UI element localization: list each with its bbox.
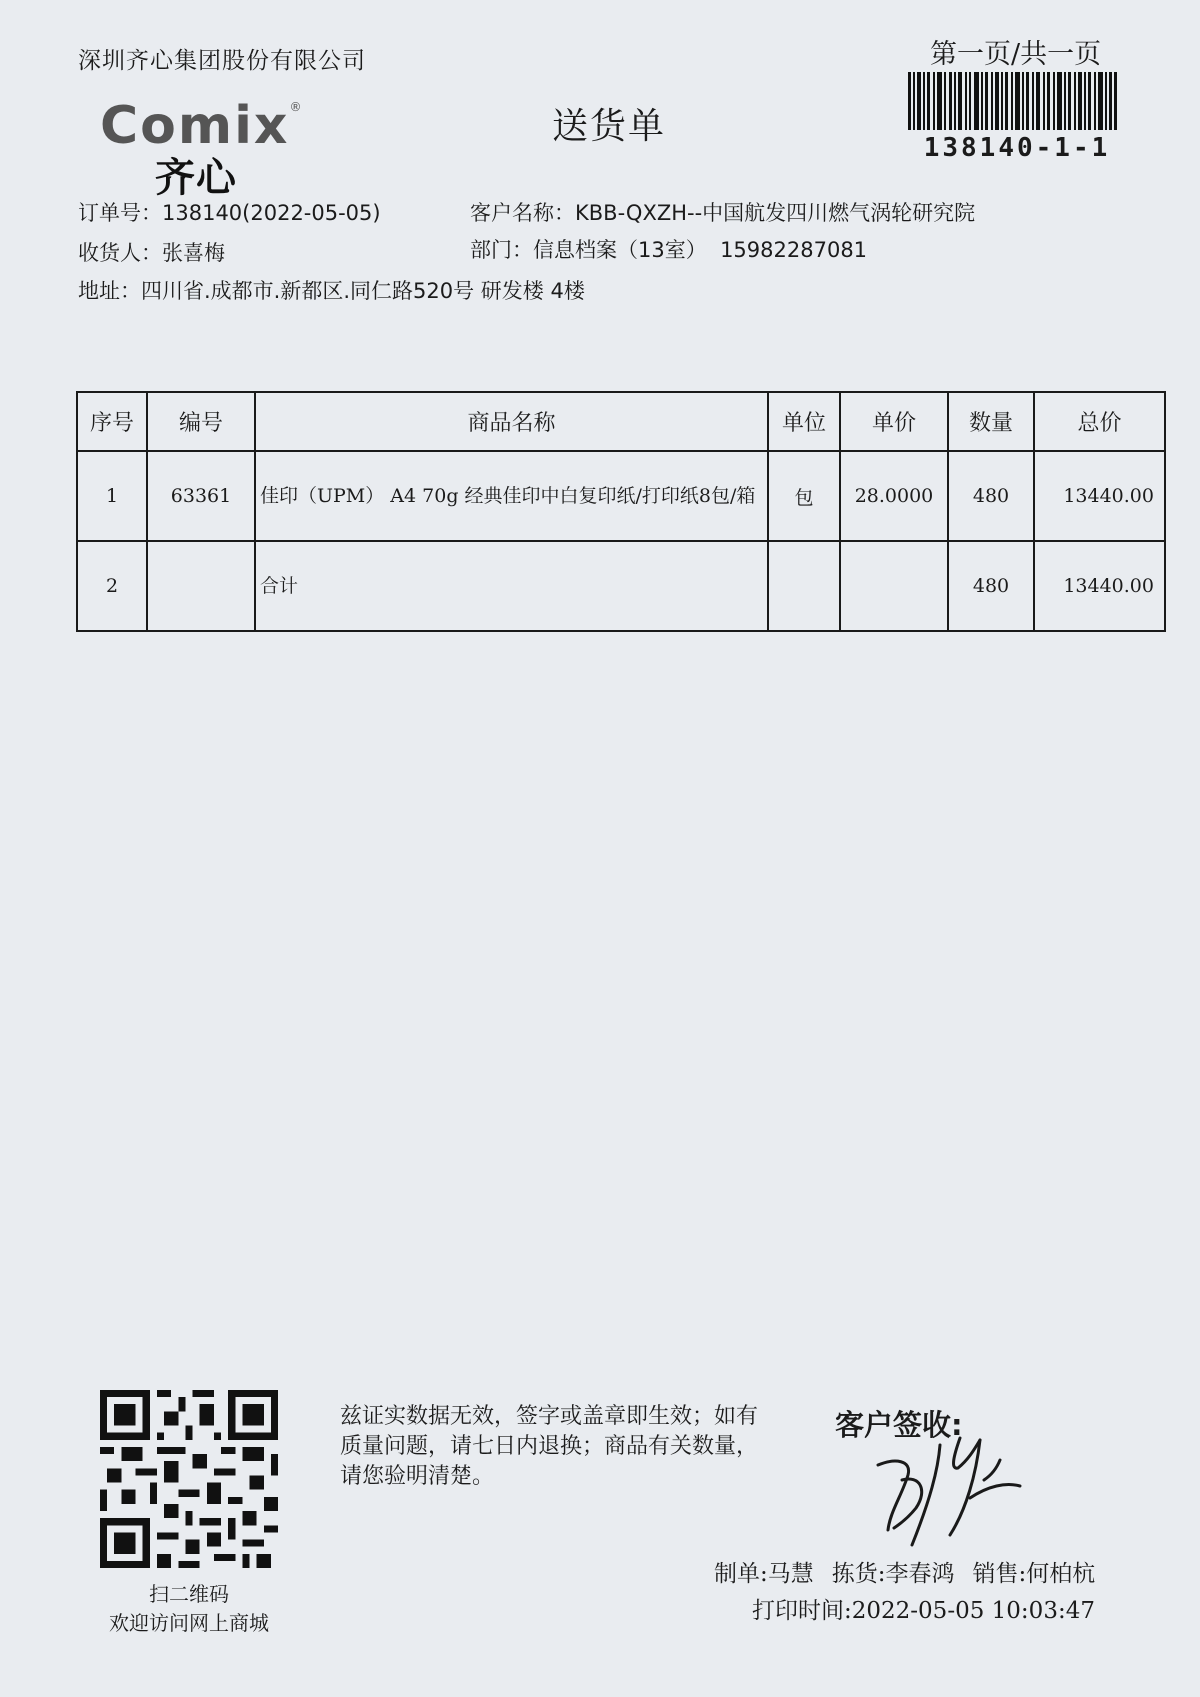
receiver-label: 收货人： [78,241,162,265]
company-name: 深圳齐心集团股份有限公司 [78,48,366,74]
qr-caption-welcome: 欢迎访问网上商城 [109,1611,269,1635]
cell-code [147,541,255,631]
table-row [77,451,1165,541]
qr-caption-scan: 扫二维码 [149,1582,229,1606]
department [470,238,867,262]
picker: 拣货:李春鸿 [831,1561,955,1587]
table-header-row [77,392,1165,451]
document-title: 送货单 [552,106,667,147]
notice-text: 兹证实数据无效，签字或盖章即生效；如有质量问题，请七日内退换；商品有关数量，请您验明清楚。 [340,1404,759,1489]
order-label: 订单号： [78,201,162,225]
cell-price [840,541,948,631]
items-table [76,391,1166,632]
header-price: 单价 [840,392,948,451]
cell-total: 13440.00 [1034,541,1165,631]
address-value: 四川省.成都市.新都区.同仁路520号 研发楼 4楼 [141,279,585,303]
page-indicator: 第一页/共一页 [930,39,1102,70]
header-name: 商品名称 [255,392,768,451]
customer-label: 客户名称： [470,201,575,225]
handwritten-signature [850,1420,1040,1550]
logo-text: Comix [100,96,290,156]
cell-code: 63361 [147,451,255,541]
address-label: 地址： [78,279,141,303]
dept-label: 部门： [470,238,533,262]
sales: 销售:何柏杭 [972,1561,1096,1587]
header-qty: 数量 [948,392,1034,451]
cell-price: 28.0000 [840,451,948,541]
cell-name: 合计 [255,541,768,631]
barcode-number: 138140-1-1 [923,133,1111,163]
dept-value: 信息档案（13室） 15982287081 [533,238,868,262]
cell-seq: 2 [77,541,147,631]
cell-name: 佳印（UPM） A4 70g 经典佳印中白复印纸/打印纸8包/箱 [255,451,768,541]
receiver-value: 张喜梅 [162,241,225,265]
cell-qty: 480 [948,451,1034,541]
receiver [78,241,225,265]
header-code: 编号 [147,392,255,451]
print-time: 打印时间:2022-05-05 10:03:47 [752,1598,1095,1624]
customer-name [470,201,975,225]
customer-value: KBB-QXZH--中国航发四川燃气涡轮研究院 [575,201,976,225]
order-number [78,201,381,225]
cell-unit [768,541,840,631]
qr-code [100,1390,278,1568]
cell-unit: 包 [768,451,840,541]
order-value: 138140(2022-05-05) [162,201,381,225]
header-seq: 序号 [77,392,147,451]
customer-sign-label: 客户签收: [835,1408,963,1442]
barcode [908,72,1118,130]
comix-logo: Comix® 齐心 [100,96,302,201]
cell-qty: 480 [948,541,1034,631]
header-total: 总价 [1034,392,1165,451]
logo-cn: 齐心 [155,155,237,201]
table-row [77,541,1165,631]
staff-line [714,1555,1113,1588]
cell-seq: 1 [77,451,147,541]
header-unit: 单位 [768,392,840,451]
address [78,279,585,303]
cell-total: 13440.00 [1034,451,1165,541]
maker: 制单:马慧 [714,1561,814,1587]
